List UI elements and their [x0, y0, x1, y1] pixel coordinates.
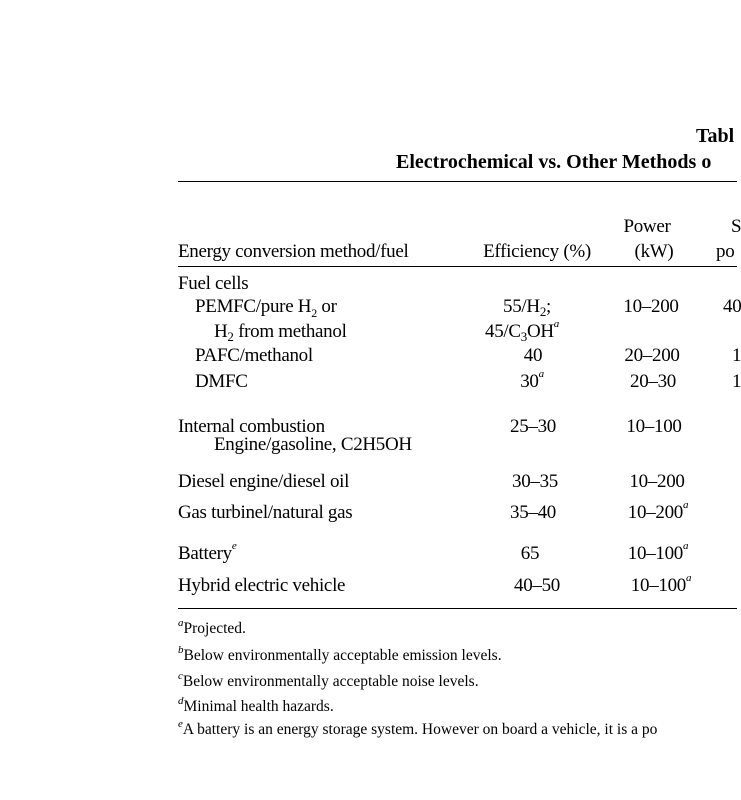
- pemfc-h2-sub: 2: [227, 329, 234, 344]
- row-ic-label-1: Internal combustion: [178, 416, 325, 437]
- header-col4-top: S: [731, 216, 741, 237]
- dmfc-eff-sup: a: [538, 368, 544, 380]
- pemfc-label-text: PEMFC/pure H: [195, 296, 312, 317]
- battery-label-sup: e: [231, 540, 237, 552]
- footnote-b-text: Below environmentally acceptable emission levels.: [183, 647, 502, 664]
- row-ic-label-2: Engine/gasoline, C2H5OH: [214, 434, 412, 455]
- footnote-e: [178, 718, 658, 739]
- footnote-e-text: A battery is an energy storage system. However on board a vehicle, it is a po: [182, 721, 658, 738]
- header-rule: [178, 266, 737, 267]
- battery-power-text: 10–100: [627, 543, 683, 564]
- footnote-a: [178, 617, 246, 638]
- gas-power-text: 10–200: [627, 502, 683, 523]
- pemfc-label-or: or: [316, 296, 337, 317]
- row-fuel-cells: Fuel cells: [178, 273, 249, 294]
- battery-efficiency: 65: [520, 543, 540, 564]
- dmfc-power: 20–30: [629, 371, 677, 392]
- hybrid-power: [630, 572, 692, 597]
- top-rule: [178, 181, 737, 182]
- pafc-col4: 1: [732, 345, 741, 366]
- pemfc-eff1-sub: 2: [539, 304, 547, 319]
- battery-label-text: Battery: [178, 543, 232, 564]
- ic-power: 10–100: [626, 416, 682, 437]
- gas-power: [627, 499, 689, 524]
- footnote-b-mark: b: [178, 644, 184, 656]
- bottom-rule: [178, 608, 737, 609]
- footnote-d-text: Minimal health hazards.: [183, 698, 334, 715]
- row-pemfc-label-2: [214, 321, 347, 343]
- dmfc-efficiency: [520, 368, 544, 393]
- row-battery-label: [178, 540, 237, 565]
- footnote-d-mark: d: [178, 695, 184, 707]
- ic-efficiency: 25–30: [509, 416, 557, 437]
- pemfc-eff2-a: 45/C: [484, 321, 521, 342]
- diesel-efficiency: 30–35: [511, 471, 559, 492]
- pemfc-eff2-sup: a: [553, 318, 560, 330]
- table-title-line2: Electrochemical vs. Other Methods o: [396, 151, 712, 173]
- hybrid-power-sup: a: [686, 572, 692, 584]
- pemfc-efficiency-2: [484, 318, 560, 344]
- footnote-a-mark: a: [178, 617, 184, 629]
- footnote-a-text: Projected.: [183, 620, 246, 637]
- pemfc-col4: 40: [723, 296, 741, 317]
- battery-power: [627, 540, 689, 565]
- hybrid-power-text: 10–100: [630, 575, 686, 596]
- footnote-c: [178, 670, 479, 691]
- hybrid-efficiency: 40–50: [513, 575, 561, 596]
- header-power-top: Power: [623, 216, 671, 237]
- row-diesel-label: Diesel engine/diesel oil: [178, 471, 350, 492]
- dmfc-eff-text: 30: [520, 371, 539, 392]
- pemfc-eff2-sub: 3: [520, 329, 527, 344]
- pemfc-efficiency-1: [503, 296, 551, 318]
- pafc-power: 20–200: [624, 345, 680, 366]
- pemfc-power: 10–200: [623, 296, 679, 317]
- dmfc-col4: 1: [732, 371, 741, 392]
- row-pafc-label: PAFC/methanol: [195, 345, 313, 366]
- row-pemfc-label: [195, 296, 337, 321]
- row-hybrid-label: Hybrid electric vehicle: [178, 575, 346, 596]
- row-gas-label: Gas turbinel/natural gas: [178, 502, 353, 523]
- pemfc-eff2-b: OH: [526, 321, 554, 342]
- gas-power-sup: a: [683, 499, 689, 511]
- battery-power-sup: a: [683, 540, 689, 552]
- pemfc-h2-rest: from methanol: [233, 321, 347, 342]
- table-title-line1: Tabl: [696, 125, 735, 147]
- gas-efficiency: 35–40: [509, 502, 557, 523]
- pemfc-eff1-a: 55/H: [503, 296, 540, 317]
- footnote-d: [178, 695, 334, 716]
- header-method: Energy conversion method/fuel: [178, 241, 409, 262]
- header-power-bottom: (kW): [634, 241, 674, 262]
- pemfc-eff1-b: ;: [546, 296, 551, 317]
- pafc-efficiency: 40: [523, 345, 543, 366]
- footnote-e-mark: e: [178, 718, 183, 730]
- header-col4-bottom: po: [716, 241, 735, 262]
- header-efficiency: Efficiency (%): [483, 241, 591, 262]
- row-dmfc-label: DMFC: [195, 371, 248, 392]
- pemfc-label-sub: 2: [311, 305, 317, 320]
- diesel-power: 10–200: [629, 471, 685, 492]
- footnote-b: [178, 644, 502, 665]
- pemfc-h2-text: H: [214, 321, 228, 342]
- footnote-c-mark: c: [178, 670, 183, 682]
- footnote-c-text: Below environmentally acceptable noise levels.: [182, 673, 479, 690]
